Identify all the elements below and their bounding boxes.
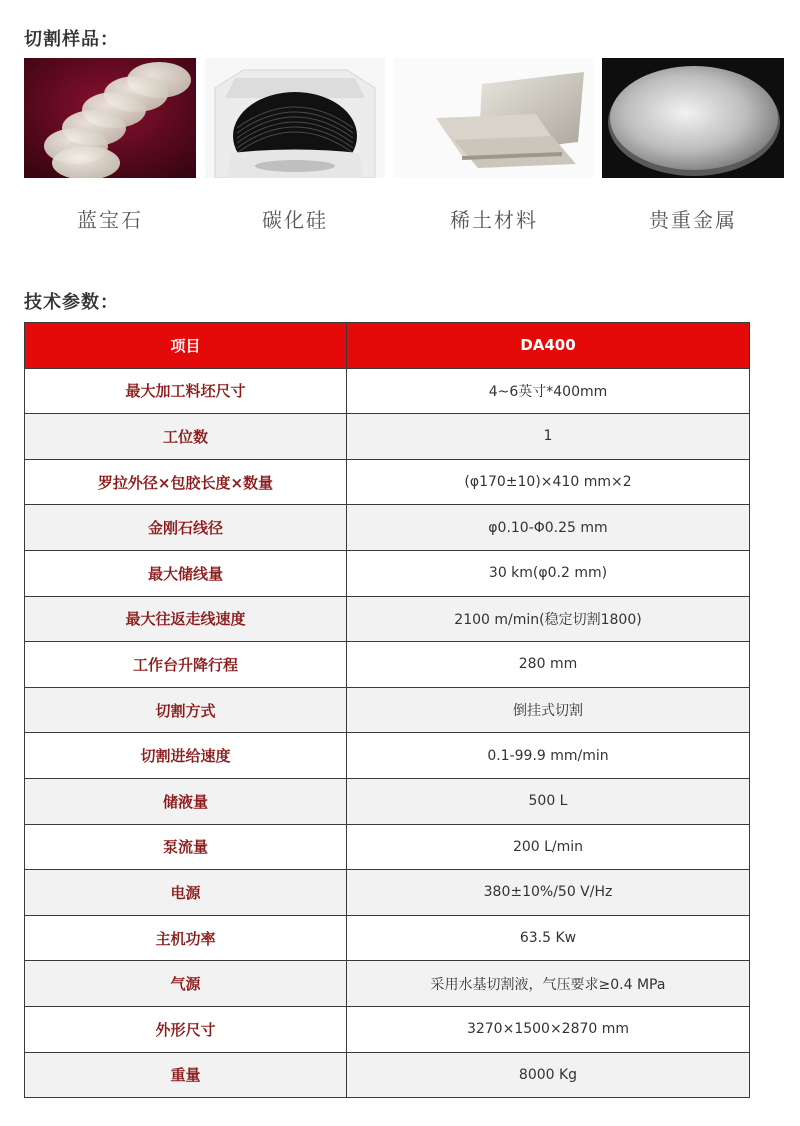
spec-value: (φ170±10)×410 mm×2 — [347, 459, 750, 505]
spec-label: 罗拉外径×包胶长度×数量 — [25, 459, 347, 505]
spec-label: 切割进给速度 — [25, 733, 347, 779]
table-row — [25, 368, 750, 414]
spec-value: 63.5 Kw — [347, 915, 750, 961]
specs-table — [24, 322, 750, 1098]
spec-label: 切割方式 — [25, 687, 347, 733]
spec-label: 工作台升降行程 — [25, 642, 347, 688]
table-row — [25, 642, 750, 688]
spec-value: 200 L/min — [347, 824, 750, 870]
spec-label: 最大储线量 — [25, 550, 347, 596]
spec-value: 8000 Kg — [347, 1052, 750, 1098]
sapphire-image — [24, 58, 196, 178]
table-row — [25, 505, 750, 551]
spec-value: 4~6英寸*400mm — [347, 368, 750, 414]
silicon-carbide-image — [205, 58, 385, 178]
spec-label: 最大加工料坯尺寸 — [25, 368, 347, 414]
table-row — [25, 961, 750, 1007]
samples-gallery — [24, 58, 784, 238]
spec-label: 电源 — [25, 870, 347, 916]
spec-value: 500 L — [347, 778, 750, 824]
spec-label: 气源 — [25, 961, 347, 1007]
spec-label: 重量 — [25, 1052, 347, 1098]
specs-section-title: 技术参数： — [24, 292, 119, 313]
spec-label: 外形尺寸 — [25, 1006, 347, 1052]
table-row — [25, 596, 750, 642]
sample-card-precious-metal — [602, 58, 784, 233]
sample-card-silicon-carbide — [205, 58, 385, 233]
spec-value: 2100 m/min(稳定切割1800) — [347, 596, 750, 642]
table-row — [25, 778, 750, 824]
table-row — [25, 1006, 750, 1052]
sample-label-sapphire: 蓝宝石 — [77, 208, 143, 232]
table-row — [25, 550, 750, 596]
precious-metal-image — [602, 58, 784, 178]
sample-label-precious-metal: 贵重金属 — [649, 208, 737, 232]
table-row — [25, 915, 750, 961]
table-row — [25, 824, 750, 870]
spec-label: 最大往返走线速度 — [25, 596, 347, 642]
table-row — [25, 1052, 750, 1098]
spec-value: 280 mm — [347, 642, 750, 688]
rare-earth-image — [394, 58, 594, 178]
table-row — [25, 870, 750, 916]
samples-section-title: 切割样品： — [24, 29, 119, 50]
sample-card-rare-earth — [394, 58, 594, 233]
spec-value: 380±10%/50 V/Hz — [347, 870, 750, 916]
spec-value: 0.1-99.9 mm/min — [347, 733, 750, 779]
spec-label: 金刚石线径 — [25, 505, 347, 551]
spec-value: 1 — [347, 414, 750, 460]
sample-label-silicon-carbide: 碳化硅 — [262, 208, 328, 232]
header-item: 项目 — [25, 323, 347, 369]
sample-card-sapphire — [24, 58, 196, 233]
spec-label: 储液量 — [25, 778, 347, 824]
table-header-row — [25, 323, 750, 369]
spec-label: 工位数 — [25, 414, 347, 460]
table-row — [25, 414, 750, 460]
spec-label: 主机功率 — [25, 915, 347, 961]
table-row — [25, 459, 750, 505]
spec-value: 30 km(φ0.2 mm) — [347, 550, 750, 596]
spec-value: 3270×1500×2870 mm — [347, 1006, 750, 1052]
table-row — [25, 733, 750, 779]
sample-label-rare-earth: 稀土材料 — [450, 208, 538, 232]
spec-value: 采用水基切割液，气压要求≥0.4 MPa — [347, 961, 750, 1007]
table-row — [25, 687, 750, 733]
spec-value: 倒挂式切割 — [347, 687, 750, 733]
header-model: DA400 — [347, 323, 750, 369]
spec-value: φ0.10-Φ0.25 mm — [347, 505, 750, 551]
spec-label: 泵流量 — [25, 824, 347, 870]
